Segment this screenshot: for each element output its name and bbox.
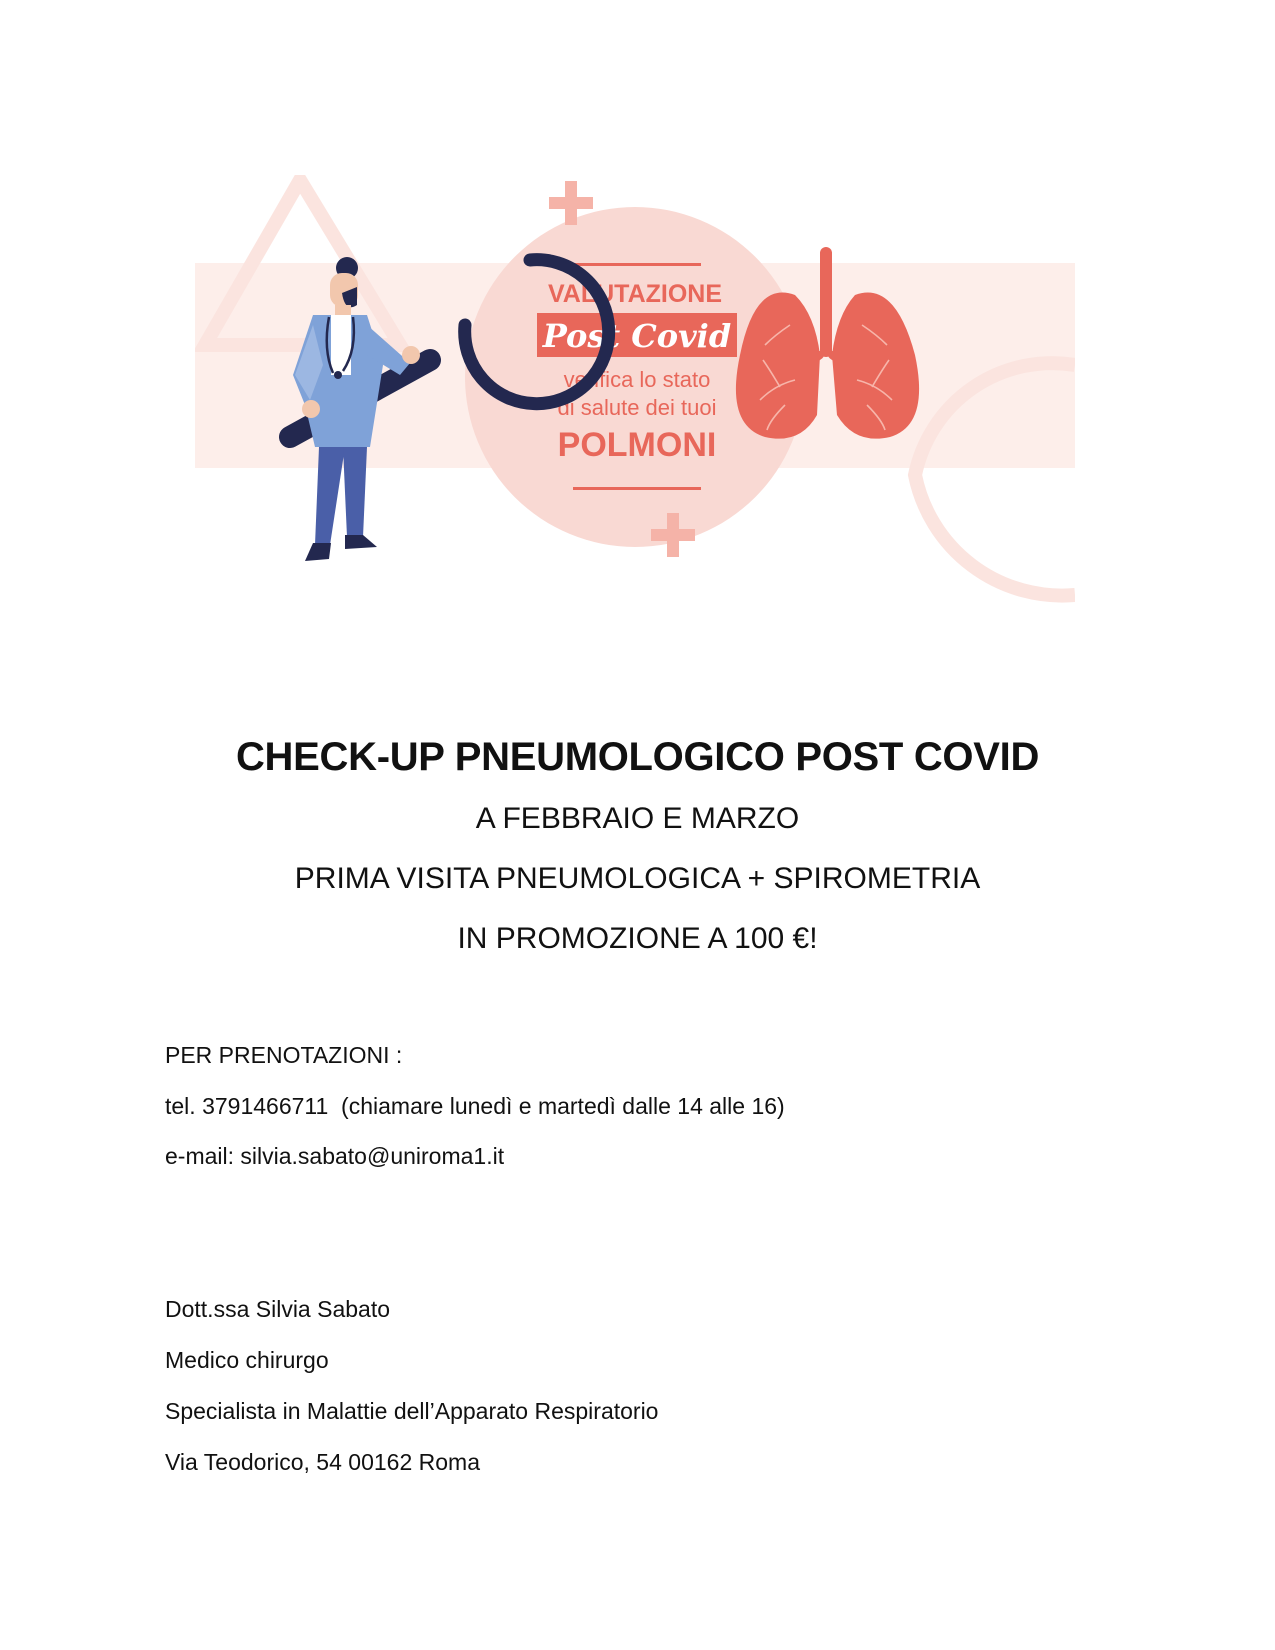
doctor-role: Medico chirurgo bbox=[165, 1347, 329, 1373]
booking-label: PER PRENOTAZIONI : bbox=[165, 1042, 403, 1068]
booking-email: e-mail: silvia.sabato@uniroma1.it bbox=[165, 1143, 505, 1169]
banner-verifica: verifica lo stato bbox=[563, 367, 711, 392]
divider-bottom bbox=[573, 487, 701, 490]
post-covid-banner bbox=[195, 175, 1075, 605]
doctor-address: Via Teodorico, 54 00162 Roma bbox=[165, 1449, 480, 1475]
subheading-period: A FEBBRAIO E MARZO bbox=[475, 802, 800, 835]
divider-top bbox=[573, 263, 701, 266]
subheading-visit: PRIMA VISITA PNEUMOLOGICA + SPIROMETRIA bbox=[294, 862, 981, 895]
subheading-promotion: IN PROMOZIONE A 100 €! bbox=[457, 922, 818, 955]
page-title: CHECK-UP PNEUMOLOGICO POST COVID bbox=[235, 735, 1040, 779]
doctor-name: Dott.ssa Silvia Sabato bbox=[165, 1296, 391, 1322]
doctor-specialty: Specialista in Malattie dell’Apparato Respiratorio bbox=[165, 1398, 659, 1424]
banner-polmoni: POLMONI bbox=[557, 426, 717, 464]
banner-di-salute: di salute dei tuoi bbox=[557, 395, 717, 420]
booking-phone: tel. 3791466711 (chiamare lunedì e martedì dalle 14 alle 16) bbox=[165, 1093, 785, 1119]
banner-post-covid: Post Covid bbox=[542, 317, 732, 355]
banner-valutazione: VALUTAZIONE bbox=[547, 280, 723, 308]
